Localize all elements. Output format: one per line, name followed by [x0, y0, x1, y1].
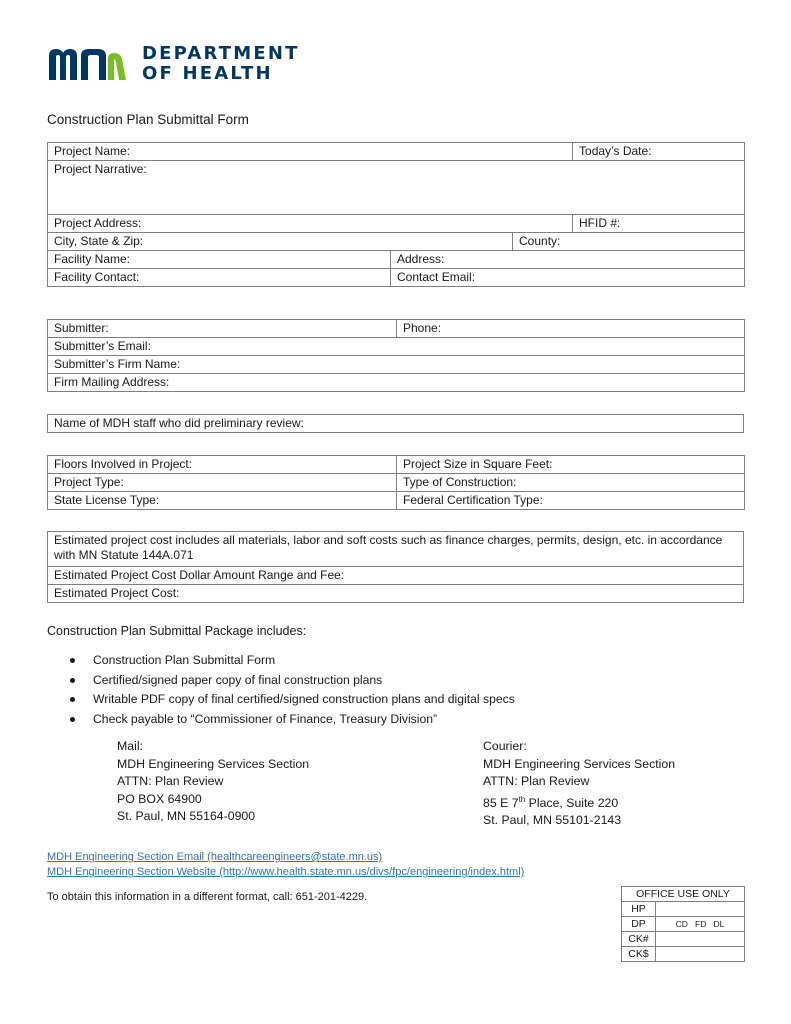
phone-field[interactable]: Phone:	[397, 320, 745, 338]
bullet-icon	[70, 697, 75, 702]
mail-line: ATTN: Plan Review	[117, 774, 224, 789]
hp-field	[656, 902, 745, 917]
submitter-email-field[interactable]: Submitter’s Email:	[48, 338, 745, 356]
mdh-staff-field[interactable]: Name of MDH staff who did preliminary review:	[48, 415, 744, 433]
construction-table	[47, 455, 745, 510]
project-size-field[interactable]: Project Size in Square Feet:	[397, 456, 745, 474]
courier-address	[483, 738, 675, 830]
mn-logo-mark	[46, 46, 128, 82]
ck-number-field	[656, 932, 745, 947]
office-use-table	[621, 886, 745, 962]
office-use-heading: OFFICE USE ONLY	[622, 887, 745, 902]
mail-line: MDH Engineering Services Section	[117, 756, 310, 771]
mail-line: St. Paul, MN 55164-0900	[117, 809, 256, 824]
project-name-field[interactable]: Project Name:	[48, 143, 573, 161]
todays-date-field[interactable]: Today’s Date:	[573, 143, 745, 161]
firm-address-field[interactable]: Firm Mailing Address:	[48, 374, 745, 392]
courier-line: 85 E 7th Place, Suite 220	[483, 794, 619, 810]
mail-line: PO BOX 64900	[117, 791, 202, 806]
facility-contact-field[interactable]: Facility Contact:	[48, 269, 391, 287]
mdh-logo	[46, 43, 300, 85]
website-link[interactable]: MDH Engineering Section Website (http://www.health.state.mn.us/divs/fpc/engineering/index.html)	[47, 866, 525, 878]
construction-type-field[interactable]: Type of Construction:	[397, 474, 745, 492]
courier-line: MDH Engineering Services Section	[483, 756, 676, 771]
cost-table	[47, 531, 744, 603]
submitter-field[interactable]: Submitter:	[48, 320, 397, 338]
bullet-icon	[70, 678, 75, 683]
dp-label: DP	[622, 917, 656, 932]
federal-cert-field[interactable]: Federal Certification Type:	[397, 492, 745, 510]
courier-label: Courier:	[483, 739, 527, 753]
alternate-format-note: To obtain this information in a different format, call: 651-201-4229.	[47, 891, 368, 903]
review-table	[47, 414, 744, 433]
org-name-line1: DEPARTMENT	[142, 43, 300, 64]
courier-line: ATTN: Plan Review	[483, 774, 590, 789]
project-info-table	[47, 142, 745, 287]
hfid-field[interactable]: HFID #:	[573, 215, 745, 233]
list-item: Certified/signed paper copy of final construction plans	[47, 671, 515, 691]
project-type-field[interactable]: Project Type:	[48, 474, 397, 492]
mail-address	[117, 738, 309, 826]
dp-codes: CD FD DL	[656, 917, 745, 932]
list-item: Writable PDF copy of final certified/signed construction plans and digital specs	[47, 690, 515, 710]
firm-name-field[interactable]: Submitter’s Firm Name:	[48, 356, 745, 374]
project-address-field[interactable]: Project Address:	[48, 215, 573, 233]
bullet-icon	[70, 717, 75, 722]
submitter-table	[47, 319, 745, 392]
cost-range-field[interactable]: Estimated Project Cost Dollar Amount Range and Fee:	[48, 567, 744, 585]
facility-name-field[interactable]: Facility Name:	[48, 251, 391, 269]
org-name-line2: OF HEALTH	[142, 63, 273, 84]
package-list	[47, 651, 515, 729]
email-link[interactable]: MDH Engineering Section Email (healthcareengineers@state.mn.us)	[47, 851, 383, 863]
list-item: Check payable to “Commissioner of Finance, Treasury Division”	[47, 710, 515, 730]
list-item: Construction Plan Submittal Form	[47, 651, 515, 671]
page-title: Construction Plan Submittal Form	[47, 112, 249, 127]
city-state-zip-field[interactable]: City, State & Zip:	[48, 233, 513, 251]
mail-label: Mail:	[117, 739, 143, 753]
project-narrative-field[interactable]: Project Narrative:	[48, 161, 745, 215]
facility-address-field[interactable]: Address:	[391, 251, 745, 269]
state-license-field[interactable]: State License Type:	[48, 492, 397, 510]
bullet-icon	[70, 658, 75, 663]
courier-line: St. Paul, MN 55101-2143	[483, 813, 622, 828]
ck-amount-field	[656, 947, 745, 962]
package-heading: Construction Plan Submittal Package includes:	[47, 624, 307, 638]
ck-number-label: CK#	[622, 932, 656, 947]
ck-amount-label: CK$	[622, 947, 656, 962]
contact-email-field[interactable]: Contact Email:	[391, 269, 745, 287]
hp-label: HP	[622, 902, 656, 917]
cost-note: Estimated project cost includes all materials, labor and soft costs such as finance charges, permits, design, etc. in accordance with MN Statute 144A.071	[48, 532, 744, 567]
estimated-cost-field[interactable]: Estimated Project Cost:	[48, 585, 744, 603]
floors-field[interactable]: Floors Involved in Project:	[48, 456, 397, 474]
county-field[interactable]: County:	[513, 233, 745, 251]
